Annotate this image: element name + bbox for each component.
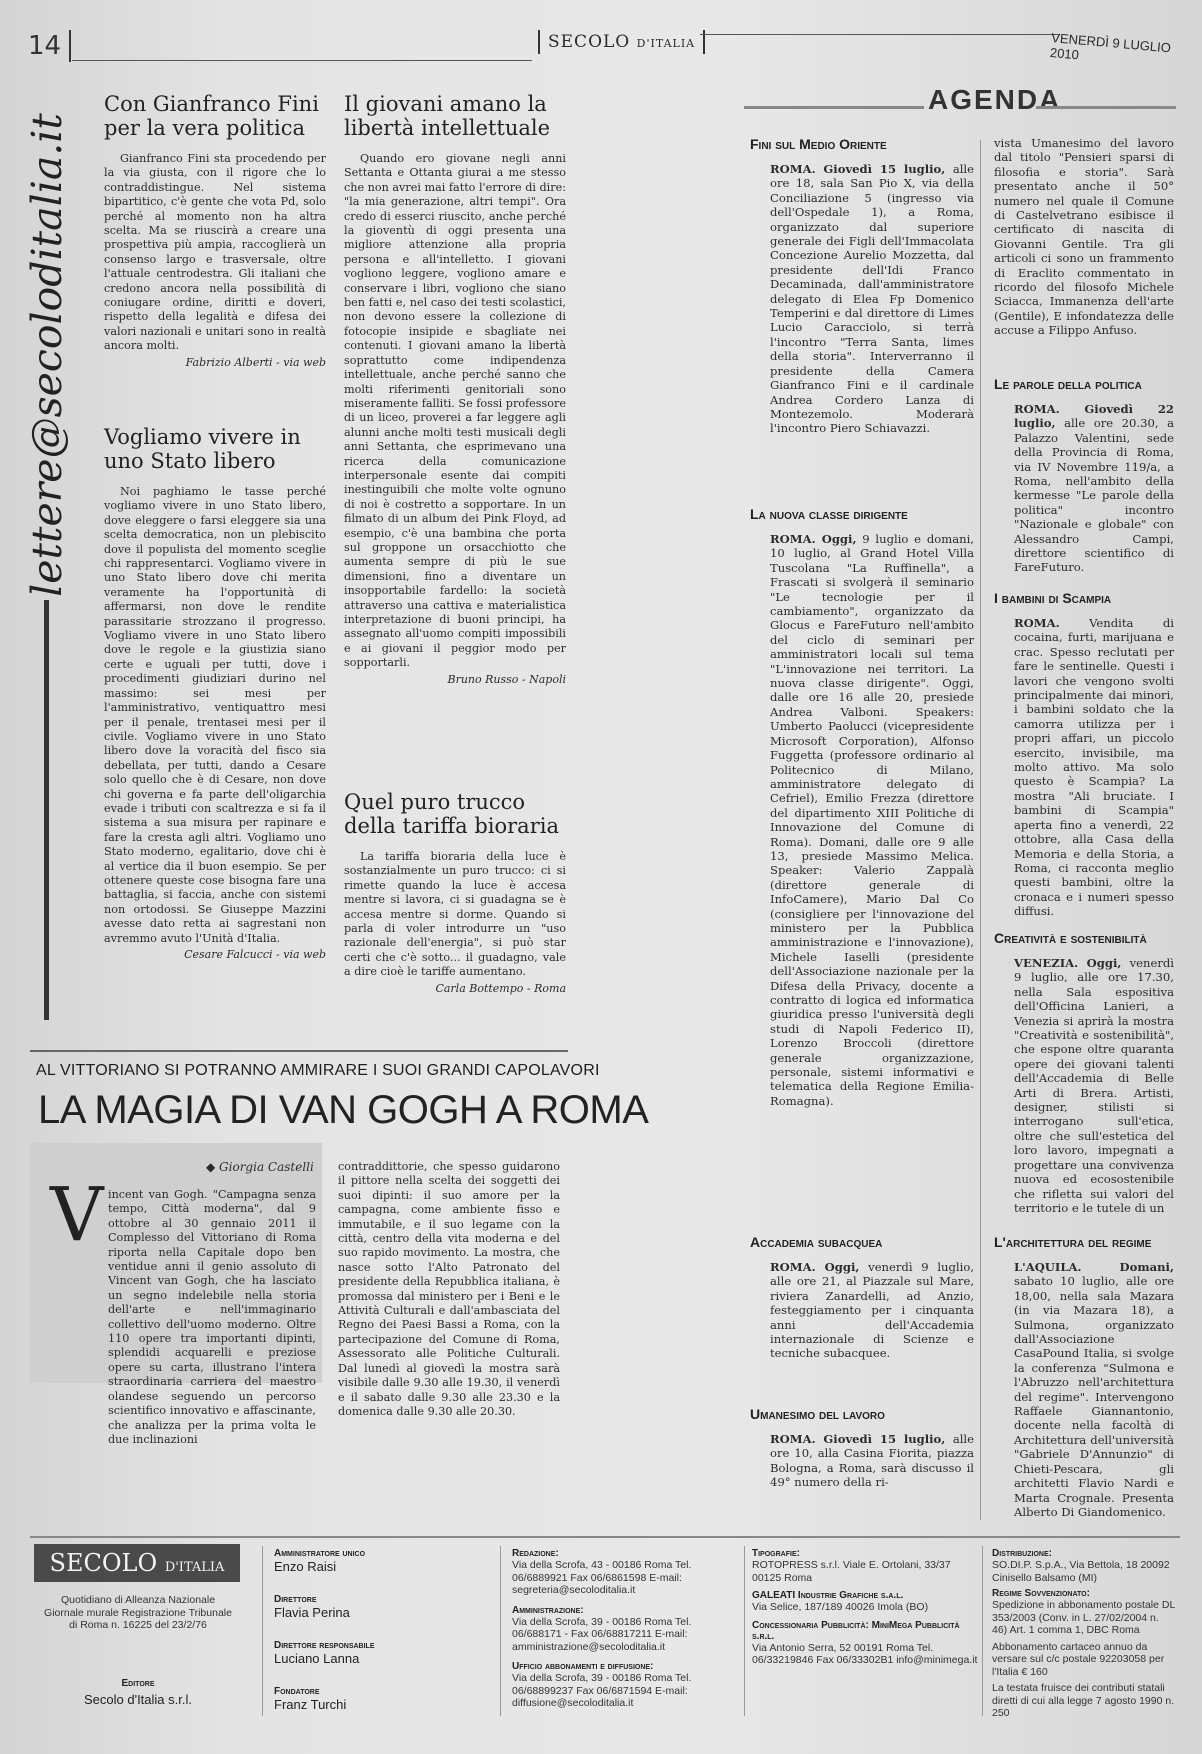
footer-tipografie (752, 1548, 978, 1667)
agenda-item-body: ROMA. Oggi, venerdì 9 luglio, alle ore 21, al Piazzale sul Mare, riviera Zanardelli, ad Anzio, festeggiamento per i cinquanta anni dell'Accademia internazionale di Scienze e tecniche subacquee. (770, 1260, 975, 1361)
header-rule-right (700, 34, 1060, 35)
letters-email: lettere@secoloditalia.it (23, 113, 71, 597)
agenda-item (750, 506, 974, 1108)
agenda-item-title: Accademia subacquea (750, 1234, 883, 1250)
tipografia-text: Via Selice, 187/189 40026 Imola (BO) (752, 1601, 929, 1613)
header-rule (72, 60, 532, 61)
letter-signature: Cesare Falcucci - via web (184, 948, 326, 961)
footer-staff (274, 1548, 494, 1712)
feature-column-1: incent van Gogh. "Campagna senza tempo, Città moderna", dal 9 ottobre al 30 gennaio 2011 il Complesso del Vittoriano di Roma riporta nella Capitale dopo ben ventidue anni il genio assoluto di Vincent van Gogh, che ha lasciato un segno indelebile nella storia dell'arte e nell'immaginario collettivo dell'uomo moderno. Oltre 110 opere tra importanti dipinti, splendidi acquarelli e preziose opere su carta, illustrano l'intera straordinaria carriera del maestro olandese seguendo un percorso scientifico innovativo e affascinante, che analizza per la prima volta le due inclinazioni (108, 1188, 316, 1446)
agenda-item-title: La nuova classe dirigente (750, 506, 908, 522)
letter-signature: Fabrizio Alberti - via web (185, 355, 326, 369)
feature-dropcap: V (50, 1172, 104, 1258)
agenda-item-body: ROMA. Oggi, 9 luglio e domani, 10 luglio, al Grand Hotel Villa Tuscolana "La Ruffinella", a Frascati si svolgerà il seminario "Le tecnologie per il cambiamento", organizzato da Glocus e FareFuturo nell'ambito del ciclo di seminari per amministratori locali sul tema "L'innovazione nei territori. La nuova classe dirigente". Oggi, dalle ore 16 alle 20, presiede Andrea Valboni. Speakers: Umberto Paolucci (vicepresidente Microsoft Corporation), Alfonso Fuggetta (professore ordinario al Politecnico di Milano, amministratore delegato di Cefriel), Emilio Frezza (direttore del dipartimento XIII Politiche di Innovazione del Comune di Roma). Domani, dalle ore 9 alle 13, presiede Massimo Melica. Speaker: Valerio Zappalà (direttore generale di InfoCamere), Mario Dal Co (consigliere per l'innovazione del ministero per la Pubblica amministrazione e l'innovazione), Michele Iaselli (presidente dell'Associazione nazionale per la Difesa della Privacy, docente a contratto di logica ed informatica giuridica presso l'università degli studi di Napoli Federico II), Lorenzo Broccoli (direttore generale organizzazione, personale, sistemi informativi e telematica della Regione Emilia-Romagna). (770, 532, 974, 1108)
agenda-item (750, 136, 974, 436)
redazione-text: Via della Scrofa, 39 - 00186 Roma Tel. 06/68899237 Fax 06/6871594 E-mail: diffusione@secoloditalia.it (512, 1672, 692, 1709)
footer-divider (262, 1546, 263, 1716)
agenda-item-title: Umanesimo del lavoro (750, 1406, 885, 1422)
agenda-item-title: Creatività e sostenibilità (994, 930, 1147, 946)
page-number: 14 (28, 30, 71, 62)
footer-editore-label: Editore (121, 1678, 155, 1689)
agenda-title: AGENDA (928, 84, 1062, 115)
agenda-item-title: I bambini di Scampia (994, 590, 1112, 606)
masthead-title: SECOLO (548, 32, 631, 52)
feature-headline: LA MAGIA DI VAN GOGH A ROMA (38, 1088, 649, 1132)
feature-kicker: AL VITTORIANO SI POTRANNO AMMIRARE I SUOI GRANDI CAPOLAVORI (36, 1062, 600, 1079)
issue-date: VENERDÌ 9 LUGLIO 2010 (1049, 30, 1172, 63)
tipografia-text: ROTOPRESS s.r.l. Viale E. Ortolani, 33/37 00125 Roma (752, 1559, 951, 1584)
masthead (538, 30, 705, 54)
letter-2 (104, 425, 326, 962)
distribuzione-text: Abbonamento cartaceo annuo da versare sul c/c postale 92203058 per l'Italia € 160 (992, 1640, 1165, 1678)
agenda-item (994, 930, 1174, 1215)
letter-body: Quando ero giovane negli anni Settanta e Ottanta giurai a me stesso che non avrei mai fatto l'errore di dire: "la mia generazione, altri tempi". Ora credo di esserci riuscito, anche perché la gioventù di oggi presenta una migliore attenzione alla propria persona e all'intelletto. I giovani vogliono leggere, vogliono amare e conservare i libri, vogliono che siano ben fatti e, nel caso dei testi scolastici, non devono essere la collezione di fotocopie insipide e sbagliate nei contenuti. I giovani amano la libertà soprattutto come indipendenza intellettuale, anche perché sanno che molti riferimenti genitoriali sono miseramente falliti. Se fossi professore di un liceo, proverei a far leggere agli alunni anche molti testi musicali degli anni Settanta, che esprimevano una ricerca della comunicazione interpersonale esente dai compiti inestinguibili che molte volte ognuno di noi è costretto a sopportare. In un filmato di un album dei Pink Floyd, ad esempio, c'è una bambina che porta sul groppone un orsacchiotto che aumenta sempre di più le sue dimensioni, fino a diventare un insopportabile fardello: la società attraverso una cattiva e materialistica interpretazione di buoni principi, ha assegnato all'uomo compiti impossibili e ai giovani il peggior modo per sopportarli. (344, 152, 566, 670)
agenda-rule-left (744, 106, 924, 109)
feature-top-rule (30, 1050, 568, 1052)
agenda-item-body: ROMA. Vendita di cocaina, furti, marijuana e crac. Spesso reclutati per fare le sentinelle. Questi i lavori che vengono svolti principalmente dai minori, i bambini soldato che la camorra utilizza per i propri affari, un piccolo esercito, invisibile, ma molto attivo. Ma solo questo è Scampia? La mostra "Ali bruciate. I bambini di Scampia" aperta fino a venerdì, 22 ottobre, alla Casa della Memoria e della Storia, a Roma, ci racconta meglio questi bambini, oltre la cronaca e i numeri spesso diffusi. (1014, 616, 1175, 919)
staff-label: Amministratore unico (274, 1548, 366, 1559)
footer-divider (744, 1546, 745, 1716)
letter-title: Vogliamo vivere in uno Stato libero (104, 425, 301, 473)
distribuzione-text: La testata fruisce dei contributi statali diretti di cui alla legge 7 agosto 1990 n. 250 (992, 1682, 1175, 1719)
letters-section-title (22, 90, 72, 620)
agenda-item-body: VENEZIA. Oggi, venerdì 9 luglio, alle ore 17.30, nella Sala espositiva dell'Officina Lanieri, a Venezia si aprirà la mostra "Creatività e sostenibilità", che espone oltre quaranta opere dei giovani talenti dell'Accademia di Belle Arti di Brera. Artisti, designer, stilisti si interrogano sull'etica, oltre che sull'estetica del loro lavoro, impegnati a progettare una convivenza nuova ed ecosostenibile che rifletta sui valori del territorio e le tutele di un (1014, 956, 1174, 1215)
redazione-text: Via della Scrofa, 39 - 00186 Roma Tel. 06/688171 - Fax 06/68817211 E-mail: amministrazione@secoloditalia.it (512, 1615, 692, 1653)
letter-title: Quel puro trucco della tariffa bioraria (344, 790, 559, 838)
agenda-column-divider (980, 140, 981, 1520)
letter-title: Con Gianfranco Fini per la vera politica (104, 92, 319, 140)
agenda-item-title: Fini sul Medio Oriente (750, 136, 887, 152)
agenda-item (994, 1234, 1174, 1519)
letter-signature: Bruno Russo - Napoli (447, 672, 566, 686)
agenda-item-continued (994, 136, 1174, 338)
feature-author: ◆ Giorgia Castelli (206, 1160, 314, 1174)
agenda-item (994, 376, 1174, 575)
staff-value: Flavia Perina (274, 1605, 350, 1620)
letter-1 (104, 92, 326, 370)
footer-distribuzione (992, 1548, 1176, 1720)
letter-body: La tariffa bioraria della luce è sostanzialmente un puro trucco: ci si rimette quando la luce è accesa mentre si lavora, ci si guadagna se è accesa mentre si dorme. Quando si parla di voler introdurre un "uso razionale dell'energia", si può star certi che c'è sotto... il guadagno, vale a dire cioè le tariffe aumentano. (344, 850, 566, 979)
agenda-item (994, 590, 1174, 919)
agenda-item-body: ROMA. Giovedì 15 luglio, alle ore 10, alla Casina Fiorita, piazza Bologna, a Roma, sarà discusso il 49° numero della ri- (770, 1432, 975, 1490)
tipografia-label: GALEATI Industrie Grafiche s.a.l. (752, 1590, 904, 1601)
staff-value: Luciano Lanna (274, 1651, 360, 1666)
footer-rule (30, 1536, 1180, 1538)
letter-3 (344, 92, 566, 687)
letter-4 (344, 790, 566, 996)
staff-label: Fondatore (274, 1686, 320, 1697)
staff-value: Franz Turchi (274, 1697, 347, 1712)
feature-column-2: contraddittorie, che spesso guidarono il pittore nella scelta dei soggetti dei suoi dipinti: il suo amore per la campagna, come ambiente fisso e immutabile, e il suo legame con la città, centro della vita moderna e del suo rapido movimento. La mostra, che nasce sotto l'Alto Patronato del presidente della Repubblica italiana, è promossa dal ministero per i Beni e le Attività Culturali e dall'ambasciata del Regno dei Paesi Bassi a Roma, con la partecipazione del Comune di Roma, Assessorato alle Politiche Culturali. Dal lunedì al giovedì la mostra sarà visibile dalle 9.30 alle 19.30, il venerdì e il sabato dalle 9.30 alle 23.30 e la domenica dalle 9.30 alle 20.30. (338, 1160, 560, 1418)
staff-label: Direttore responsabile (274, 1640, 375, 1651)
letter-body: Noi paghiamo le tasse perché vogliamo vivere in uno Stato libero, dove eleggere o farsi eleggere sia una scelta democratica, non un plebiscito dove il populista del momento sceglie chi rappresentarci. Vogliamo vivere in uno Stato libero dove chi merita veramente ha l'opportunità di affermarsi, non dove le rendite parassitarie strozzano il progresso. Vogliamo vivere in uno Stato libero dove le regole e la giustizia siano certe e uguali per tutti, dove i procedimenti giudiziari durino nel massimo: sei mesi per l'amministrativo, ventiquattro mesi per il penale, trentasei mesi per il civile. Vogliamo vivere in uno Stato libero dove la voracità del fisco sia debellata, per tutti, dando a Cesare solo quello che è di Cesare, non dove chi governa e fa parte dell'oligarchia evade i tributi con scaltrezza e si fa il sistema a sua misura per rapinare e fare la cresta agli altri. Vogliamo uno Stato moderno, egalitario, dove chi è al vertice dia il buon esempio. Se per ottenere queste cose bisogna fare una battaglia, si faccia, anche con sistemi non ortodossi. Se Giuseppe Mazzini avesse dato retta ai sagrestani non avremmo avuto l'Unità d'Italia. (104, 485, 326, 945)
letter-title: Il giovani amano la libertà intellettuale (344, 92, 551, 140)
redazione-text: Via della Scrofa, 43 - 00186 Roma Tel. 06/6889921 Fax 06/6861598 E-mail: segreteria@secoloditalia.it (512, 1559, 692, 1596)
agenda-rule-right (1036, 106, 1176, 109)
agenda-item-body: ROMA. Giovedì 22 luglio, alle ore 20.30, a Palazzo Valentini, sede della Provincia di Roma, via IV Novembre 119/a, a Roma, nell'ambito della kermesse "Le parole della politica" incontro "Nazionale e globale" con Alessandro Campi, direttore scientifico di FareFuturo. (1014, 402, 1174, 575)
redazione-label: Amministrazione: (512, 1604, 584, 1616)
masthead-suffix: D'ITALIA (636, 37, 696, 50)
staff-label: Direttore (274, 1594, 317, 1605)
footer-editore: Secolo d'Italia s.r.l. (84, 1692, 192, 1707)
footer-divider (500, 1546, 501, 1716)
agenda-item (750, 1234, 974, 1361)
sidebar-rule (44, 600, 49, 1020)
footer-redazione (512, 1548, 742, 1710)
agenda-item (750, 1406, 974, 1490)
agenda-item-title: Le parole della politica (994, 376, 1142, 392)
tipografia-label: Concessionaria Pubblicità: MiniMega Pubblicità s.r.l. (752, 1619, 960, 1642)
distribuzione-label: Regime Sovvenzionato: (992, 1588, 1090, 1599)
letter-signature: Carla Bottempo - Roma (435, 981, 566, 995)
agenda-item-body: ROMA. Giovedì 15 luglio, alle ore 18, sala San Pio X, via della Conciliazione 5 (ingresso via dell'Ospedale 1), a Roma, organizzato dal superiore generale dei Figli dell'Immacolata Concezione Aurelio Mozzetta, dal presidente dell'Idi Franco Decaminada, dall'amministratore delegato di Elea Fp Domenico Temperini e dal direttore di Limes Lucio Caracciolo, si terrà l'incontro "Terra Santa, limes della storia". Interverranno il presidente della Camera Gianfranco Fini e il cardinale Andrea Cordero Lanza di Montezemolo. Moderarà l'incontro Piero Schiavazzi. (770, 162, 975, 436)
footer-divider (982, 1546, 983, 1716)
footer-registration: Quotidiano di Alleanza Nazionale Giornale murale Registrazione Tribunale di Roma n. 16225 del 23/2/76 (44, 1594, 232, 1631)
staff-value: Enzo Raisi (274, 1559, 337, 1574)
redazione-label: Ufficio abbonamenti e diffusione: (512, 1661, 654, 1672)
footer-logo: SECOLO D'ITALIA (34, 1544, 240, 1582)
redazione-label: Redazione: (512, 1548, 559, 1559)
agenda-item-title: L'architettura del regime (994, 1234, 1152, 1250)
letter-body: Gianfranco Fini sta procedendo per la via giusta, con il rigore che lo contraddistingue. Nel sistema bipartitico, c'è gente che vota Pd, solo perché al momento non ha altra scelta. Ma se riuscirà a creare una prospettiva più ampia, raccoglierà un consenso largo e trasversale, oltre l'attuale centrodestra. Gli italiani che credono ancora nella possibilità di coniugare ordine, diritti e doveri, rispetto della legalità e difesa dei valori nazionali e unitari sono in realtà ancora molti. (104, 152, 326, 353)
tipografia-text: Via Antonio Serra, 52 00191 Roma Tel. 06/33219846 Fax 06/33302B1 info@minimega.it (752, 1641, 978, 1666)
tipografia-label: Tipografie: (752, 1548, 800, 1559)
distribuzione-text: Spedizione in abbonamento postale DL 353/2003 (Conv. in L. 27/02/2004 n. 46) Art. 1 comma 1, DBC Roma (992, 1599, 1175, 1636)
distribuzione-label: Distribuzione: (992, 1548, 1052, 1559)
agenda-item-body: vista Umanesimo del lavoro dal titolo "Pensieri sparsi di filosofia e storia". Sarà presentato anche il 50° numero nel quale il Comune di Castelvetrano esibisce il certificato di nascita di Giovanni Gentile. Tra gli articoli ci sono un frammento di Eraclito commentato in ricordo del filosofo Michele Sciacca, Immanenza dell'arte (Gentile), E infondatezza delle accuse a Filippo Anfuso. (994, 136, 1174, 338)
agenda-item-body: L'AQUILA. Domani, sabato 10 luglio, alle ore 18,00, nella sala Mazara (in via Mazara 18), a Sulmona, organizzato dall'Associazione CasaPound Italia, si svolge la conferenza "Sulmona e l'Abruzzo nell'architettura del regime". Intervengono Raffaele Giannantonio, docente nella facoltà di Architettura dell'università "Gabriele D'Annunzio" di Chieti-Pescara, gli architetti Flavio Nardi e Marta Crognale. Presenta Alberto Di Giandomenico. (1014, 1260, 1174, 1519)
distribuzione-text: SO.DI.P. S.p.A., Via Bettola, 18 20092 Cinisello Balsamo (MI) (992, 1559, 1170, 1584)
